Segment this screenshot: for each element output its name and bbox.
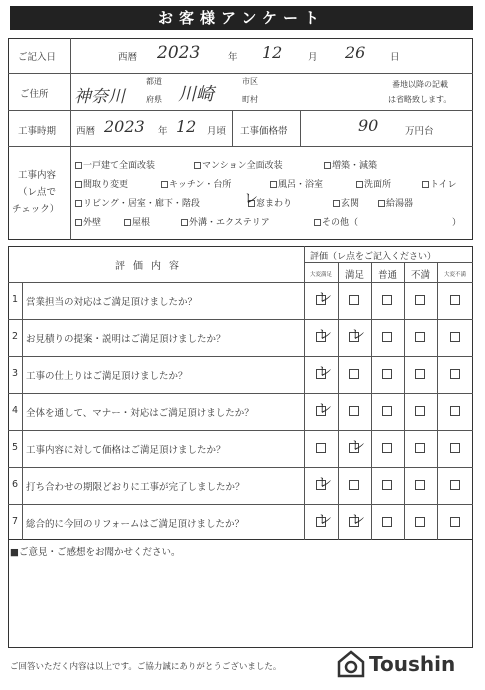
- rating-header: 評価（レ点をご記入ください）: [310, 252, 437, 262]
- question-number: 6: [11, 479, 19, 490]
- option-4[interactable]: [161, 177, 231, 190]
- date-era: 西暦: [118, 52, 138, 63]
- checkbox[interactable]: [75, 162, 82, 169]
- question-text: 営業担当の対応はご満足頂けましたか？: [26, 297, 198, 308]
- checkbox[interactable]: [356, 181, 363, 188]
- col-header-very-dissatisfied: 大変不満: [443, 272, 466, 278]
- option-11[interactable]: [378, 196, 413, 209]
- option-13[interactable]: [124, 215, 150, 228]
- checkbox[interactable]: [75, 181, 82, 188]
- row-divider: [8, 430, 473, 431]
- row-divider: [8, 393, 473, 394]
- rating-checkbox[interactable]: [382, 517, 392, 527]
- rating-checkbox[interactable]: [349, 295, 359, 305]
- question-number: 5: [11, 442, 19, 453]
- col-header-neutral: 普通: [377, 270, 397, 281]
- option-label: トイレ: [430, 180, 457, 190]
- date-day-value: 26: [345, 43, 366, 62]
- option-5[interactable]: [270, 177, 323, 190]
- content-label-1: 工事内容: [18, 170, 57, 181]
- option-8[interactable]: [75, 196, 200, 209]
- option-label: その他（: [322, 218, 359, 228]
- rating-checkbox[interactable]: [415, 295, 425, 305]
- question-number: 2: [11, 331, 19, 342]
- option-other-close: ）: [452, 218, 462, 228]
- question-text: 工事内容に対して価格はご満足頂けましたか？: [26, 445, 226, 456]
- address-city-value: 川崎: [178, 84, 214, 105]
- option-6[interactable]: [356, 177, 391, 190]
- rating-checkbox[interactable]: [349, 406, 359, 416]
- row-divider: [8, 356, 473, 357]
- option-1[interactable]: [194, 158, 283, 171]
- rating-checkbox[interactable]: [450, 369, 460, 379]
- option-label: 外壁: [83, 218, 102, 228]
- row-divider: [8, 319, 473, 320]
- rating-checkbox[interactable]: [415, 517, 425, 527]
- option-label: キッチン・台所: [169, 180, 232, 190]
- checkbox[interactable]: [194, 162, 201, 169]
- rating-checkbox[interactable]: [450, 406, 460, 416]
- option-label: マンション全面改装: [202, 161, 283, 171]
- option-label: 屋根: [132, 218, 151, 228]
- col-header-very-satisfied: 大変満足: [309, 272, 332, 278]
- rating-checkbox[interactable]: [415, 480, 425, 490]
- question-number: 4: [11, 405, 19, 416]
- rating-check-mark: レ: [318, 290, 332, 306]
- rating-checkbox[interactable]: [450, 332, 460, 342]
- checkbox[interactable]: [333, 200, 340, 207]
- option-0[interactable]: [75, 158, 155, 171]
- address-pref-unit-bottom: 府県: [146, 95, 162, 104]
- rating-checkbox[interactable]: [450, 517, 460, 527]
- address-city-unit-bottom: 町村: [242, 95, 258, 104]
- option-label: リビング・居室・廊下・階段: [83, 199, 200, 209]
- rating-checkbox[interactable]: [415, 332, 425, 342]
- date-month-value: 12: [262, 43, 283, 62]
- brand-name: Toushin: [369, 652, 456, 676]
- address-pref-value: 神奈川: [74, 87, 125, 107]
- rating-check-mark: レ: [351, 438, 365, 454]
- checkbox[interactable]: [161, 181, 168, 188]
- rating-checkbox[interactable]: [316, 443, 326, 453]
- rating-checkbox[interactable]: [382, 480, 392, 490]
- rating-checkbox[interactable]: [415, 369, 425, 379]
- option-7[interactable]: [422, 177, 457, 190]
- comments-label: ■ご意見・ご感想をお聞かせください。: [10, 547, 181, 558]
- col-header-dissatisfied: 不満: [410, 270, 430, 281]
- option-label: 増築・減築: [332, 161, 378, 171]
- checkbox[interactable]: [75, 219, 82, 226]
- col-header-satisfied: 満足: [344, 270, 364, 281]
- period-label: 工事時期: [18, 126, 57, 137]
- address-label: ご住所: [20, 89, 49, 100]
- page-title: お客様アンケート: [10, 6, 473, 30]
- option-label: 風呂・浴室: [278, 180, 324, 190]
- rating-checkbox[interactable]: [450, 480, 460, 490]
- footer-thanks: ご回答いただく内容は以上です。ご協力誠にありがとうございました。: [10, 662, 282, 672]
- rating-checkbox[interactable]: [349, 369, 359, 379]
- rating-checkbox[interactable]: [349, 480, 359, 490]
- rating-check-mark: レ: [318, 475, 332, 491]
- price-unit: 万円台: [405, 126, 434, 137]
- question-text: 総合的に今回のリフォームはご満足頂けましたか？: [26, 519, 245, 530]
- rating-check-mark: レ: [351, 327, 365, 343]
- option-label: 外溝・エクステリア: [189, 218, 270, 228]
- period-month-value: 12: [176, 117, 197, 136]
- address-note-line2: は省略致します。: [388, 95, 452, 104]
- rating-check-mark: レ: [318, 401, 332, 417]
- rating-check-mark: レ: [318, 327, 332, 343]
- rating-checkbox[interactable]: [415, 443, 425, 453]
- rating-checkbox[interactable]: [450, 443, 460, 453]
- checkbox[interactable]: [181, 219, 188, 226]
- option-label: 玄関: [341, 199, 360, 209]
- question-text: 打ち合わせの期限どおりに工事が完了しましたか？: [26, 482, 245, 493]
- evaluation-header: 評価内容: [115, 261, 187, 272]
- rating-check-mark: レ: [318, 364, 332, 380]
- question-text: 工事の仕上りはご満足頂けましたか？: [26, 371, 188, 382]
- option-label: 洗面所: [364, 180, 392, 190]
- question-text: お見積りの提案・説明はご満足頂けましたか？: [26, 334, 226, 345]
- checkbox[interactable]: [422, 181, 429, 188]
- checkbox[interactable]: [378, 200, 385, 207]
- rating-checkbox[interactable]: [382, 443, 392, 453]
- period-era: 西暦: [76, 126, 96, 137]
- address-pref-unit-top: 都道: [146, 77, 162, 86]
- checkbox[interactable]: [124, 219, 131, 226]
- period-month-unit: 月頃: [207, 126, 227, 137]
- option-2[interactable]: [324, 158, 377, 171]
- date-label: ご記入日: [18, 52, 57, 63]
- address-city-unit-top: 市区: [242, 77, 258, 86]
- date-year-unit: 年: [228, 52, 238, 63]
- option-label: 給湯器: [386, 199, 414, 209]
- period-year-value: 2023: [104, 117, 145, 136]
- house-logo-icon: [337, 650, 365, 678]
- period-year-unit: 年: [158, 126, 168, 137]
- rating-checkbox[interactable]: [382, 369, 392, 379]
- option-14[interactable]: [181, 215, 270, 228]
- checkbox[interactable]: [270, 181, 277, 188]
- question-number: 1: [11, 294, 19, 305]
- option-15[interactable]: [314, 215, 358, 228]
- question-number: 3: [11, 368, 19, 379]
- info-table: [8, 38, 473, 240]
- option-10[interactable]: [333, 196, 359, 209]
- content-label-2: （レ点で: [18, 187, 57, 198]
- rating-check-mark: レ: [318, 512, 332, 528]
- date-month-unit: 月: [308, 52, 318, 63]
- rating-checkbox[interactable]: [382, 332, 392, 342]
- rating-checkbox[interactable]: [415, 406, 425, 416]
- option-label: 窓まわり: [256, 199, 293, 209]
- row-divider: [8, 467, 473, 468]
- checkbox[interactable]: [314, 219, 321, 226]
- price-value: 90: [358, 116, 379, 135]
- checkbox[interactable]: [75, 200, 82, 207]
- date-year-value: 2023: [157, 43, 201, 63]
- option-3[interactable]: [75, 177, 128, 190]
- checkbox[interactable]: [324, 162, 331, 169]
- rating-checkbox[interactable]: [450, 295, 460, 305]
- row-divider: [8, 504, 473, 505]
- option-label: 間取り変更: [83, 180, 129, 190]
- rating-checkbox[interactable]: [382, 295, 392, 305]
- address-note-line1: 番地以降の記載: [392, 80, 448, 89]
- date-day-unit: 日: [390, 52, 400, 63]
- option-label: 一戸建て全面改装: [83, 161, 156, 171]
- price-label: 工事価格帯: [240, 126, 288, 137]
- question-number: 7: [11, 516, 19, 527]
- rating-check-mark: レ: [351, 512, 365, 528]
- question-text: 全体を通して、マナー・対応はご満足頂けましたか？: [26, 408, 254, 419]
- content-label-3: チェック）: [12, 204, 60, 215]
- option-12[interactable]: [75, 215, 101, 228]
- rating-checkbox[interactable]: [382, 406, 392, 416]
- option-9-check-mark: レ: [244, 191, 258, 207]
